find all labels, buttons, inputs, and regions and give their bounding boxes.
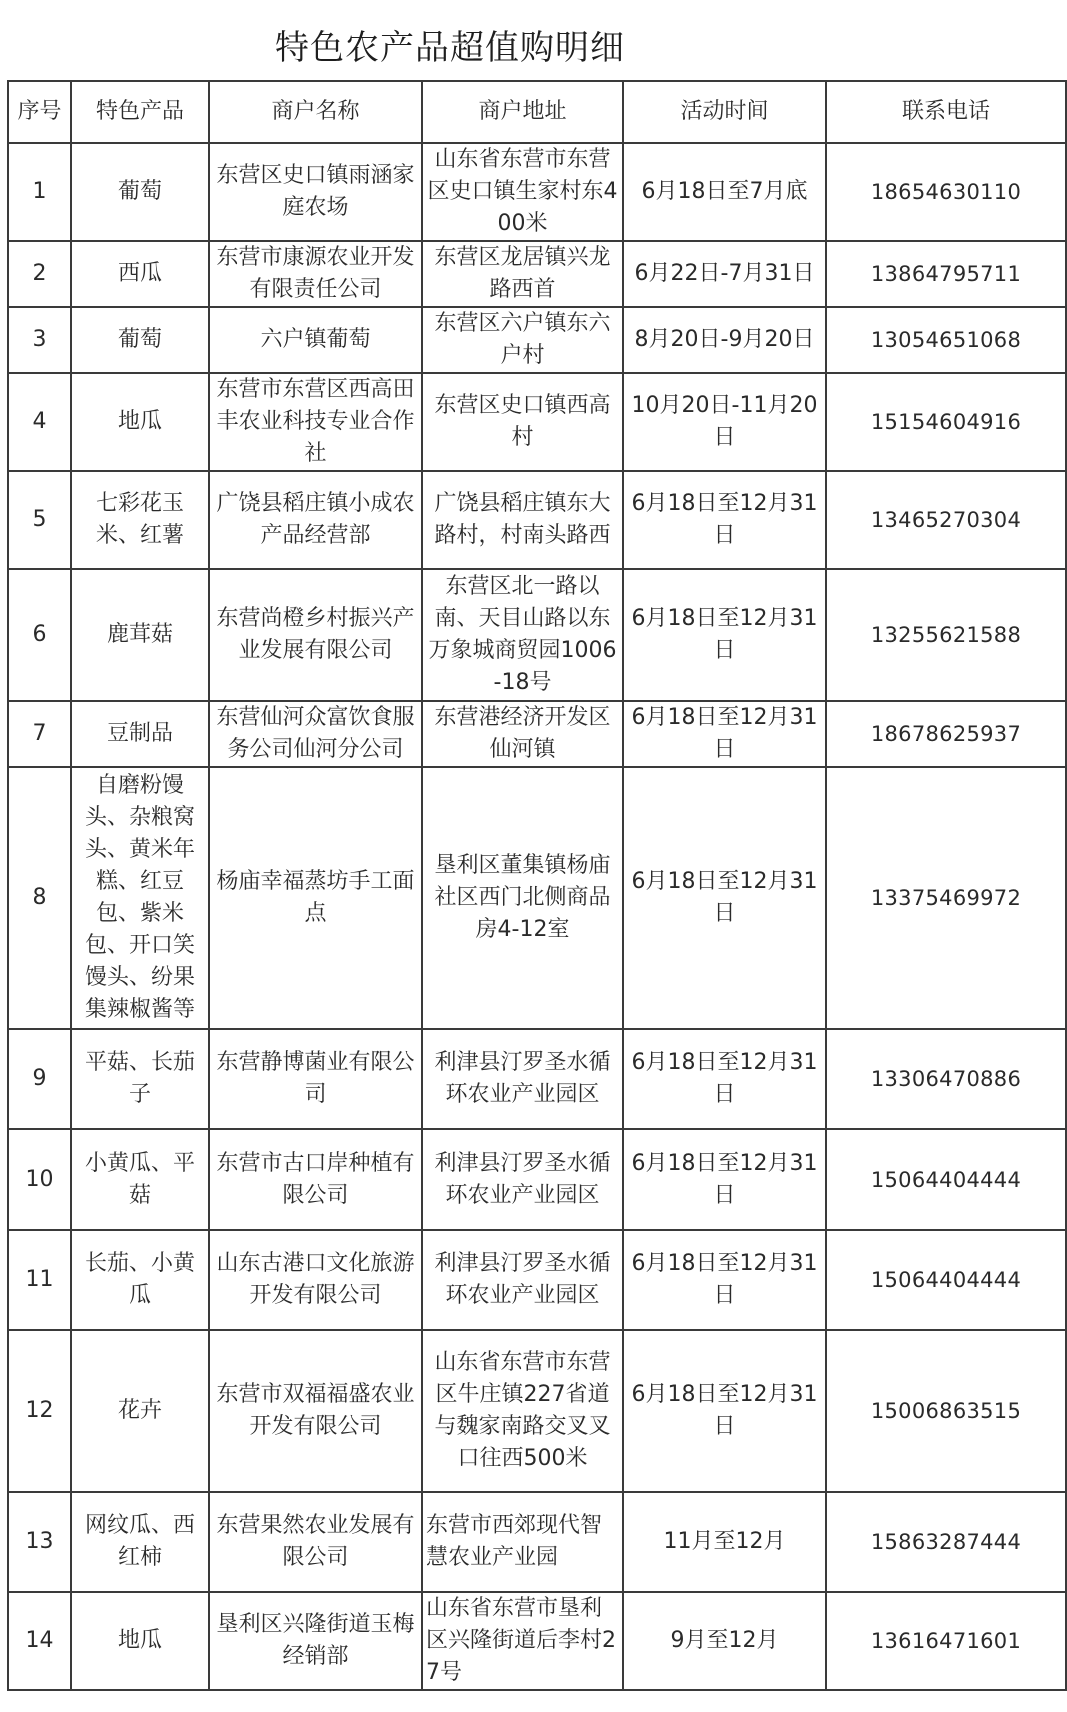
cell-address: 东营港经济开发区仙河镇 <box>422 701 623 767</box>
cell-product: 西瓜 <box>71 241 209 307</box>
cell-period: 6月22日-7月31日 <box>623 241 826 307</box>
cell-merchant: 东营市双福福盛农业开发有限公司 <box>209 1330 422 1492</box>
cell-no: 8 <box>8 767 71 1029</box>
cell-phone: 15154604916 <box>826 373 1066 471</box>
cell-no: 3 <box>8 307 71 373</box>
cell-merchant: 东营市东营区西高田丰农业科技专业合作社 <box>209 373 422 471</box>
cell-period: 10月20日-11月20日 <box>623 373 826 471</box>
header-no: 序号 <box>8 81 71 143</box>
cell-merchant: 东营静博菌业有限公司 <box>209 1029 422 1129</box>
cell-no: 4 <box>8 373 71 471</box>
cell-merchant: 东营果然农业发展有限公司 <box>209 1492 422 1592</box>
cell-address: 东营区北一路以南、天目山路以东万象城商贸园1006-18号 <box>422 569 623 701</box>
cell-period: 6月18日至12月31日 <box>623 569 826 701</box>
cell-phone: 15064404444 <box>826 1230 1066 1330</box>
cell-no: 2 <box>8 241 71 307</box>
cell-product: 花卉 <box>71 1330 209 1492</box>
cell-merchant: 六户镇葡萄 <box>209 307 422 373</box>
product-table <box>7 80 1067 1691</box>
cell-product: 长茄、小黄瓜 <box>71 1230 209 1330</box>
cell-no: 11 <box>8 1230 71 1330</box>
cell-address: 利津县汀罗圣水循环农业产业园区 <box>422 1029 623 1129</box>
cell-address: 利津县汀罗圣水循环农业产业园区 <box>422 1230 623 1330</box>
cell-merchant: 东营仙河众富饮食服务公司仙河分公司 <box>209 701 422 767</box>
cell-merchant: 垦利区兴隆街道玉梅经销部 <box>209 1592 422 1690</box>
cell-period: 6月18日至12月31日 <box>623 701 826 767</box>
cell-product: 地瓜 <box>71 373 209 471</box>
cell-address: 东营区六户镇东六户村 <box>422 307 623 373</box>
table-row <box>8 1029 1066 1129</box>
table-row <box>8 241 1066 307</box>
cell-no: 1 <box>8 143 71 241</box>
cell-merchant: 东营市古口岸种植有限公司 <box>209 1129 422 1230</box>
table-row <box>8 1492 1066 1592</box>
cell-address: 东营区龙居镇兴龙路西首 <box>422 241 623 307</box>
cell-phone: 13306470886 <box>826 1029 1066 1129</box>
cell-merchant: 杨庙幸福蒸坊手工面点 <box>209 767 422 1029</box>
cell-period: 6月18日至12月31日 <box>623 471 826 569</box>
cell-merchant: 东营尚橙乡村振兴产业发展有限公司 <box>209 569 422 701</box>
cell-address: 东营区史口镇西高村 <box>422 373 623 471</box>
cell-phone: 15064404444 <box>826 1129 1066 1230</box>
cell-no: 10 <box>8 1129 71 1230</box>
cell-period: 6月18日至12月31日 <box>623 767 826 1029</box>
table-row <box>8 1330 1066 1492</box>
page-title: 特色农产品超值购明细 <box>275 28 625 68</box>
cell-phone: 13864795711 <box>826 241 1066 307</box>
table-row <box>8 1592 1066 1690</box>
cell-product: 七彩花玉米、红薯 <box>71 471 209 569</box>
cell-no: 9 <box>8 1029 71 1129</box>
cell-merchant: 东营区史口镇雨涵家庭农场 <box>209 143 422 241</box>
cell-address: 山东省东营市东营区牛庄镇227省道与魏家南路交叉叉口往西500米 <box>422 1330 623 1492</box>
cell-no: 5 <box>8 471 71 569</box>
cell-period: 6月18日至12月31日 <box>623 1230 826 1330</box>
cell-product: 自磨粉馒头、杂粮窝头、黄米年糕、红豆包、紫米包、开口笑馒头、纷果集辣椒酱等 <box>71 767 209 1029</box>
header-phone: 联系电话 <box>826 81 1066 143</box>
cell-product: 鹿茸菇 <box>71 569 209 701</box>
table-row <box>8 143 1066 241</box>
cell-no: 6 <box>8 569 71 701</box>
cell-product: 平菇、长茄子 <box>71 1029 209 1129</box>
cell-product: 地瓜 <box>71 1592 209 1690</box>
cell-address: 利津县汀罗圣水循环农业产业园区 <box>422 1129 623 1230</box>
header-period: 活动时间 <box>623 81 826 143</box>
cell-address: 山东省东营市垦利区兴隆街道后李村27号 <box>422 1592 623 1690</box>
cell-merchant: 广饶县稻庄镇小成农产品经营部 <box>209 471 422 569</box>
cell-period: 8月20日-9月20日 <box>623 307 826 373</box>
cell-no: 7 <box>8 701 71 767</box>
table-row <box>8 569 1066 701</box>
table-row <box>8 307 1066 373</box>
cell-period: 9月至12月 <box>623 1592 826 1690</box>
table-row <box>8 767 1066 1029</box>
cell-address: 东营市西郊现代智慧农业产业园 <box>422 1492 623 1592</box>
table-row <box>8 1230 1066 1330</box>
header-merchant: 商户名称 <box>209 81 422 143</box>
cell-phone: 13255621588 <box>826 569 1066 701</box>
cell-address: 山东省东营市东营区史口镇生家村东400米 <box>422 143 623 241</box>
cell-phone: 13616471601 <box>826 1592 1066 1690</box>
cell-phone: 18654630110 <box>826 143 1066 241</box>
cell-no: 14 <box>8 1592 71 1690</box>
table-row <box>8 373 1066 471</box>
header-product: 特色产品 <box>71 81 209 143</box>
cell-period: 6月18日至12月31日 <box>623 1129 826 1230</box>
cell-period: 6月18日至12月31日 <box>623 1330 826 1492</box>
cell-product: 小黄瓜、平菇 <box>71 1129 209 1230</box>
cell-merchant: 东营市康源农业开发有限责任公司 <box>209 241 422 307</box>
cell-phone: 18678625937 <box>826 701 1066 767</box>
cell-merchant: 山东古港口文化旅游开发有限公司 <box>209 1230 422 1330</box>
table-row <box>8 471 1066 569</box>
cell-period: 6月18日至7月底 <box>623 143 826 241</box>
cell-period: 11月至12月 <box>623 1492 826 1592</box>
table-row <box>8 1129 1066 1230</box>
cell-phone: 15006863515 <box>826 1330 1066 1492</box>
cell-product: 葡萄 <box>71 143 209 241</box>
cell-no: 12 <box>8 1330 71 1492</box>
cell-no: 13 <box>8 1492 71 1592</box>
cell-product: 葡萄 <box>71 307 209 373</box>
cell-phone: 15863287444 <box>826 1492 1066 1592</box>
header-address: 商户地址 <box>422 81 623 143</box>
cell-period: 6月18日至12月31日 <box>623 1029 826 1129</box>
cell-product: 豆制品 <box>71 701 209 767</box>
cell-address: 广饶县稻庄镇东大路村，村南头路西 <box>422 471 623 569</box>
table-row <box>8 701 1066 767</box>
cell-phone: 13054651068 <box>826 307 1066 373</box>
table-header-row <box>8 81 1066 143</box>
cell-phone: 13465270304 <box>826 471 1066 569</box>
cell-address: 垦利区董集镇杨庙社区西门北侧商品房4-12室 <box>422 767 623 1029</box>
cell-product: 网纹瓜、西红柿 <box>71 1492 209 1592</box>
cell-phone: 13375469972 <box>826 767 1066 1029</box>
